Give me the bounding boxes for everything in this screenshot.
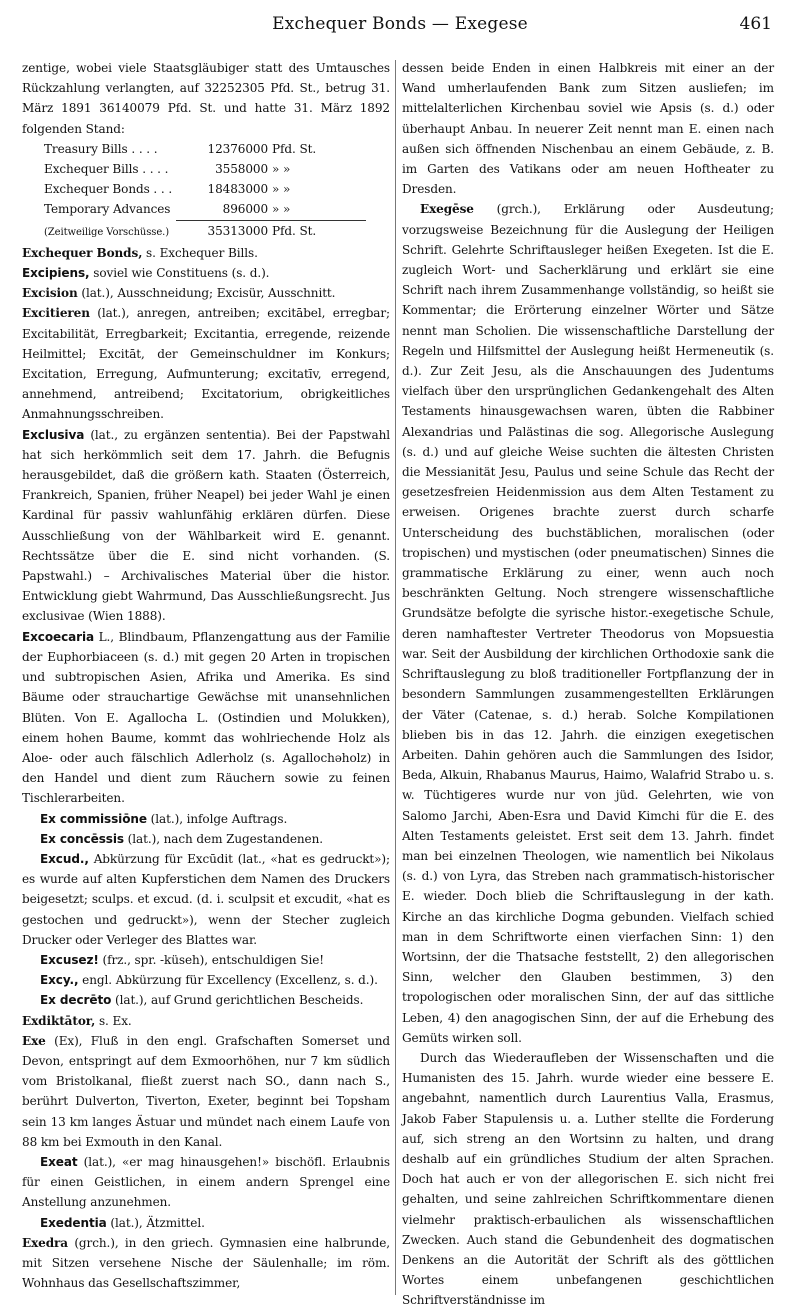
table-sum-note: (Zeitweilige Vorschüsse.): [44, 226, 170, 238]
table-row: [44, 139, 366, 159]
page-number: 461: [739, 14, 772, 34]
entry-text: (lat., zu ergänzen sententia). Bei der Papstwahl hat sich herkömmlich seit dem 17. Jahrh. die Befugnis herausgebildet, daß die größern kath. Staaten (Österreich, Frankreich, Spanien, früher Neapel) bei jeder Wahl je einen Kardinal für passiv wahlunfähig erklären dürfen. Diese Ausschließung von der Wählbarkeit wird E. genannt. Rechtssätze über die E. sind nicht vorhanden. (S. Papstwahl.) – Archivalisches Material über die histor. Entwicklung giebt Wahrmund, Das Ausschließungsrecht. Jus exclusivae (Wien 1888).: [22, 427, 390, 624]
entry-headword: Exegēse: [420, 202, 474, 217]
table-unit: » »: [272, 202, 291, 217]
dictionary-entry: [22, 1031, 390, 1152]
table-label: Temporary Advances: [44, 202, 171, 217]
table-row: [44, 199, 366, 220]
table-sum-row: [44, 220, 366, 243]
entry-headword: Excy.,: [40, 973, 79, 988]
entry-text: (lat.), auf Grund gerichtlichen Bescheids.: [111, 993, 364, 1008]
continued-text: dessen beide Enden in einen Halbkreis mit einer an der Wand umherlaufenden Bank zum Sitzen ausliefen; im mittelalterlichen Kirchenbau soviel wie Apsis (s. d.) oder überhaupt Anbau. In neuerer Zeit nennt man E. einen nach außen sich öffnenden Nischenbau an einem Gebäude, z. B. im Garten des Vatikans oder am neuen Hoftheater zu Dresden.: [402, 61, 774, 197]
dictionary-entry: [22, 243, 390, 263]
table-row: [44, 179, 366, 199]
left-column: [22, 58, 390, 1298]
entry-headword: Exedentia: [40, 1215, 107, 1230]
table-sum-unit: Pfd. St.: [272, 220, 366, 243]
table-value: 896000: [222, 202, 269, 217]
dictionary-entry: [22, 1233, 390, 1294]
entry-headword: Excusez!: [40, 952, 99, 967]
dictionary-entry: [22, 970, 390, 990]
entry-text: (lat.), nach dem Zugestandenen.: [123, 831, 323, 846]
table-value: 12376000: [207, 141, 269, 156]
entry-text: (lat.), «er mag hinausgehen!» bischöfl. Erlaubnis für einen Geistlichen, in einem andern Sprengel eine Anstellung anzunehmen.: [22, 1154, 390, 1210]
table-label: Exchequer Bonds . . .: [44, 182, 173, 197]
entry-headword: Exdiktātor,: [22, 1013, 96, 1028]
entry-headword: Ex concēssis: [40, 831, 124, 846]
dictionary-entry: [22, 425, 390, 627]
entry-text: (lat.), anregen, antreiben; excitābel, erregbar; Excitabilität, Erregbarkeit; Excitantia, erregende, reizende Heilmittel; Excitāt, der Gemeinschuldner im Konkurs; Excitation, Erregung, Aufmunterung; excitatīv, erregend, annehmend, antreibend; Excitatorium, obrigkeitliches Anmahnungsschreiben.: [22, 306, 390, 422]
dictionary-entry: [22, 950, 390, 970]
dictionary-entry: [22, 1152, 390, 1213]
dictionary-entry: [402, 199, 774, 1048]
dictionary-entry: [22, 263, 390, 283]
entry-text: s. Exchequer Bills.: [142, 245, 258, 260]
dictionary-entry: [22, 283, 390, 303]
entry-headword: Ex decrēto: [40, 993, 112, 1008]
table-sum-value: 35313000: [176, 220, 272, 243]
entry-headword: Exe: [22, 1033, 46, 1048]
paragraph: Durch das Wiederaufleben der Wissenschaften und die Humanisten des 15. Jahrh. wurde wieder eine bessere E. angebahnt, namentlich durch Laurentius Valla, Erasmus, Jakob Faber Stapulensis u. a. Luther stellte die Forderung auf, sich streng an den Wortsinn zu halten, und drang deshalb auf ein gründliches Studium der alten Sprachen. Doch hat auch er von der allegorischen E. sich nicht frei gehalten, und seine zahlreichen Schriftkommentare dienen vielmehr praktisch-erbaulichen als wissenschaftlichen Zwecken. Auch stand die Gebundenheit des dogmatischen Denkens an die Autorität der Schrift als des göttlichen Wortes einem unbefangenen geschichtlichen Schriftverständnisse im: [402, 1050, 774, 1308]
dictionary-entry: [22, 1011, 390, 1031]
continued-text: zentige, wobei viele Staatsgläubiger statt des Umtausches Rückzahlung verlangten, auf 32252305 Pfd. St., betrug 31. März 1891 36140079 Pfd. St. und hatte 31. März 1892 folgenden Stand:: [22, 61, 390, 136]
running-title: Exchequer Bonds — Exegese: [272, 14, 528, 34]
entry-text: L., Blindbaum, Pflanzengattung aus der Familie der Euphorbiaceen (s. d.) mit gegen 20 Arten in tropischen und subtropischen Asien, Afrika und Amerika. Es sind Bäume oder strauchartige Gewächse mit unansehnlichen Blüten. Von E. Agallocha L. (Ostindien und Molukken), einem hohen Baume, kommt das wohlriechende Holz als Aloe- oder auch fälschlich Adlerholz (s. Agallochəholz) in den Handel und dient zum Räuchern sowie zu feinen Tischlerarbeiten.: [22, 629, 390, 806]
entry-text: (grch.), Erklärung oder Ausdeutung; vorzugsweise Bezeichnung für die Auslegung der Heiligen Schrift. Gelehrte Schriftausleger heißen Exegeten. Ist die E. zugleich Wort- und Sacherklärung und erklärt sie eine Schrift nach ihrem Zusammenhange vollständig, so heißt sie Kommentar; die Erörterung einzelner Wörter und Sätze nennt man Scholien. Die wissenschaftliche Darstellung der Regeln und Hilfsmittel der Auslegung heißt Hermeneutik (s. d.). Zur Zeit Jesu, als die Anschauungen des Judentums vielfach über den ursprünglichen Gedankengehalt des Alten Testaments hinausgewachsen waren, übten die Rabbiner Alexandrias und Palästinas die sog. Allegorische Auslegung (s. d.) und auf gleiche Weise suchten die ältesten Christen die Messianität Jesu, Paulus und seine Schule das Recht der gesetzesfreien Heidenmission aus dem Alten Testament zu erweisen. Origenes brachte zuerst durch scharfe Unterscheidung des buchstäblichen, moralischen (oder tropischen) und mystischen (oder pneumatischen) Sinnes die grammatische Erklärung zu einer, wenn auch noch beschränkten Geltung. Noch strengere wissenschaftliche Grundsätze befolgte die syrische histor.-exegetische Schule, deren namhaftester Vertreter Theodorus von Mopsuestia war. Seit der Ausbildung der kirchlichen Orthodoxie sank die Schriftauslegung zu bloß traditioneller Fortpflanzung der in besondern Sammlungen zusammengestellten Erklärungen der Väter (Catenae, s. d.) herab. Solche Kompilationen blieben bis in das 12. Jahrh. die einzigen exegetischen Arbeiten. Dahin gehören auch die Sammlungen des Isidor, Beda, Alkuin, Rhabanus Maurus, Haimo, Walafrid Strabo u. s. w. Tüchtigeres wurde nur von jüd. Gelehrten, wie von Salomo Jarchi, Aben-Esra und David Kimchi für die E. des Alten Testaments geleistet. Erst seit dem 13. Jahrh. findet man bei einzelnen Theologen, wie namentlich bei Nikolaus (s. d.) von Lyra, das Streben nach grammatisch-historischer E. wieder. Doch blieb die Schriftauslegung in der kath. Kirche an das kirchliche Dogma gebunden. Vielfach schied man in dem Schriftworte einen vierfachen Sinn: 1) den Wortsinn, der die Thatsache feststellt, 2) den allegorischen Sinn, welcher den Glauben bestimmen, 3) den tropologischen oder moralischen Sinn, der auf das sittliche Leben, 4) den anagogischen Sinn, der auf die Erhebung des Gemüts wirken soll.: [402, 202, 774, 1045]
debt-table: [44, 139, 366, 243]
table-value: 3558000: [215, 162, 269, 177]
dictionary-entry: [22, 303, 390, 424]
entry-text: (frz., spr. -küseh), entschuldigen Sie!: [98, 952, 324, 967]
dictionary-entry: [22, 809, 390, 829]
entry-text: engl. Abkürzung für Excellency (Excellenz, s. d.).: [78, 973, 378, 988]
right-column: [402, 58, 774, 1308]
entry-headword: Excoecaria: [22, 629, 95, 644]
entry-text: (grch.), in den griech. Gymnasien eine halbrunde, mit Sitzen versehene Nische der Säulenhalle; im röm. Wohnhaus das Gesellschaftszimmer,: [22, 1235, 390, 1291]
entry-headword: Excipiens,: [22, 266, 90, 281]
entry-headword: Excitieren: [22, 306, 90, 321]
dictionary-entry: [22, 849, 390, 950]
entry-headword: Ex commissiōne: [40, 811, 147, 826]
entry-headword: Excud.,: [40, 851, 89, 866]
entry-headword: Exeat: [40, 1154, 78, 1169]
entry-text: s. Ex.: [95, 1013, 132, 1028]
entry-text: (lat.), Ausschneidung; Excisür, Ausschnitt.: [77, 286, 336, 301]
table-unit: » »: [272, 162, 291, 177]
dictionary-entry: [22, 829, 390, 849]
table-label: Exchequer Bills . . . .: [44, 162, 169, 177]
entry-text: Abkürzung für Excūdit (lat., «hat es gedruckt»); es wurde auf alten Kupferstichen dem Namen des Druckers beigesetzt; sculps. et excud. (d. i. sculpsit et excudit, «hat es gestochen und gedruckt»), wenn der Stecher zugleich Drucker oder Verleger des Blattes war.: [22, 851, 390, 947]
table-unit: Pfd. St.: [272, 141, 317, 156]
table-unit: » »: [272, 182, 291, 197]
entry-headword: Exchequer Bonds,: [22, 245, 143, 260]
dictionary-entry: [22, 1213, 390, 1233]
entry-text: (Ex), Fluß in den engl. Grafschaften Somerset und Devon, entspringt auf dem Exmoorhöhen, nur 7 km südlich vom Bristolkanal, fließt zuerst nach SO., dann nach S., berührt Dulverton, Tiverton, Exeter, beginnt bei Topsham sein 13 km langes Ästuar und mündet nach einem Laufe von 88 km bei Exmouth in den Kanal.: [22, 1033, 390, 1149]
entry-text: soviel wie Constituens (s. d.).: [89, 266, 270, 281]
entry-headword: Exclusiva: [22, 427, 85, 442]
entry-headword: Excision: [22, 286, 78, 301]
dictionary-entry: [22, 627, 390, 809]
table-row: [44, 159, 366, 179]
page-header: [0, 0, 800, 40]
entry-text: (lat.), infolge Auftrags.: [146, 811, 288, 826]
column-divider: [395, 60, 396, 1295]
table-label: Treasury Bills . . . .: [44, 141, 158, 156]
entry-text: (lat.), Ätzmittel.: [106, 1215, 205, 1230]
dictionary-entry: [22, 990, 390, 1010]
entry-headword: Exedra: [22, 1235, 69, 1250]
table-value: 18483000: [207, 182, 269, 197]
